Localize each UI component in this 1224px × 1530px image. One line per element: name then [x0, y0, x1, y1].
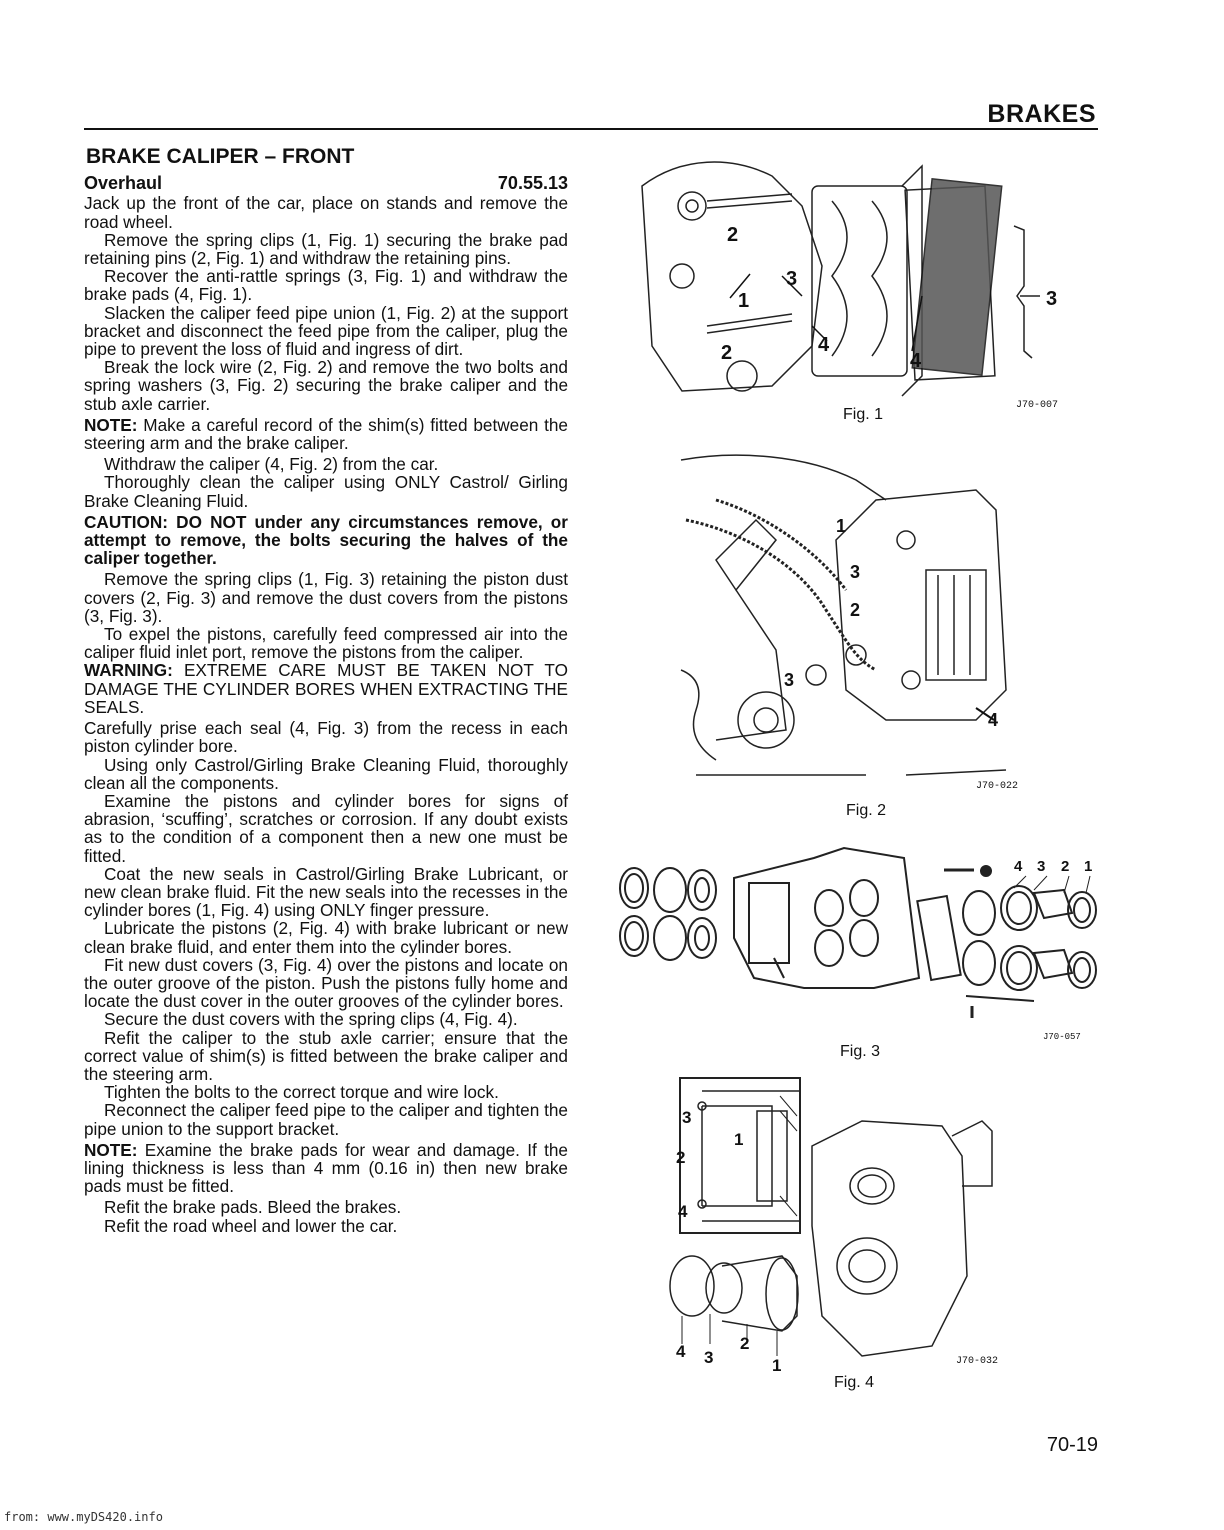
fig4-callout: 1	[734, 1130, 744, 1149]
figure-3-ref: J70-057	[1043, 1032, 1081, 1042]
note-text: Examine the brake pads for wear and damage. If the lining thickness is less than 4 mm (0.16 in) then new brake pads must be fitted.	[84, 1139, 568, 1197]
paragraph: Carefully prise each seal (4, Fig. 3) from the recess in each piston cylinder bore.	[84, 718, 568, 757]
fig3-callout: 4	[1014, 858, 1023, 875]
subtitle: Overhaul	[84, 173, 163, 194]
figure-3-illustration	[614, 838, 1098, 1028]
text-column	[84, 145, 568, 1236]
figure-2-ref: J70-022	[976, 781, 1019, 792]
section-title: BRAKE CALIPER – FRONT	[86, 145, 355, 168]
figure-1-ref: J70-007	[1016, 400, 1059, 411]
figure-2-caption: Fig. 2	[846, 802, 887, 819]
footer-source: from: www.myDS420.info	[4, 1510, 163, 1524]
caution-text: DO NOT under any circumstances remove, or attempt to remove, the bolts securing the halves of the caliper together.	[84, 511, 568, 569]
caution	[84, 513, 568, 568]
fig3-callout: 2	[1061, 858, 1070, 875]
fig2-callout: 4	[988, 710, 999, 730]
warning-text: EXTREME CARE MUST BE TAKEN NOT TO DAMAGE THE CYLINDER BORES WHEN EXTRACTING THE SEALS.	[84, 660, 568, 717]
page-number: 70-19	[1046, 1434, 1098, 1456]
paragraph: Jack up the front of the car, place on stands and remove the road wheel.	[84, 193, 568, 232]
paragraph: Withdraw the caliper (4, Fig. 2) from the car.	[104, 454, 439, 475]
fig1-callout: 4	[818, 334, 830, 356]
paragraph: Thoroughly clean the caliper using ONLY Castrol/ Girling Brake Cleaning Fluid.	[84, 472, 568, 511]
paragraph: Remove the spring clips (1, Fig. 1) securing the brake pad retaining pins (2, Fig. 1) and withdraw the retaining pins.	[84, 229, 568, 269]
fig1-callout: 1	[738, 290, 750, 312]
fig4-callout: 2	[676, 1148, 686, 1167]
operation-code: 70.55.13	[497, 173, 568, 194]
paragraph: To expel the pistons, carefully feed compressed air into the caliper fluid inlet port, remove the pistons from the caliper.	[84, 624, 568, 663]
paragraph: Refit the caliper to the stub axle carrier; ensure that the correct value of shim(s) is fitted between the brake caliper and the steering arm.	[84, 1027, 568, 1084]
fig2-callout: 2	[850, 600, 861, 620]
paragraph: Fit new dust covers (3, Fig. 4) over the pistons and locate on the outer groove of the piston. Push the pistons fully home and locate the dust cover in the outer grooves of the cylinder bores.	[84, 954, 568, 1012]
figure-2-illustration	[676, 440, 1019, 792]
paragraph: Tighten the bolts to the correct torque and wire lock.	[104, 1082, 499, 1103]
header-title: BRAKES	[987, 100, 1096, 128]
figure-1-illustration	[622, 146, 1092, 406]
paragraph: Reconnect the caliper feed pipe to the caliper and tighten the pipe union to the support bracket.	[84, 1100, 568, 1139]
fig4-callout: 3	[682, 1108, 692, 1127]
caution-label: CAUTION:	[84, 511, 169, 532]
paragraph: Break the lock wire (2, Fig. 2) and remove the two bolts and spring washers (3, Fig. 2) securing the brake caliper and the stub axle carrier.	[84, 357, 568, 414]
fig4-callout: 3	[704, 1348, 714, 1367]
fig4-callout: 4	[676, 1342, 686, 1361]
paragraph: Secure the dust covers with the spring clips (4, Fig. 4).	[104, 1009, 518, 1030]
fig4-callout: 1	[772, 1356, 782, 1375]
warning	[84, 661, 568, 716]
fig3-callout: 1	[1084, 858, 1093, 875]
paragraph: Remove the spring clips (1, Fig. 3) retaining the piston dust covers (2, Fig. 3) and remove the dust covers from the pistons (3, Fig. 3).	[84, 569, 568, 626]
fig2-callout: 3	[850, 562, 861, 582]
paragraph: Recover the anti-rattle springs (3, Fig. 1) and withdraw the brake pads (4, Fig. 1).	[84, 266, 568, 305]
note-label: NOTE:	[84, 414, 138, 435]
fig1-callout: 3	[786, 268, 798, 290]
paragraph: Refit the road wheel and lower the car.	[104, 1215, 398, 1236]
warning-label: WARNING:	[84, 660, 173, 681]
fig4-callout: 2	[740, 1334, 750, 1353]
subhead	[84, 174, 568, 192]
figure-4-illustration	[662, 1076, 1006, 1376]
paragraph: Refit the brake pads. Bleed the brakes.	[104, 1197, 402, 1218]
fig2-callout: 1	[836, 516, 847, 536]
note-label: NOTE:	[84, 1139, 138, 1160]
figure-4-ref: J70-032	[956, 1356, 999, 1367]
figure-3-caption: Fig. 3	[840, 1043, 881, 1060]
note	[84, 416, 568, 452]
fig1-callout: 3	[1046, 288, 1058, 310]
header-rule	[84, 128, 1098, 130]
fig1-callout: 2	[727, 224, 739, 246]
paragraph: Examine the pistons and cylinder bores for signs of abrasion, ‘scuffing’, scratches or corrosion. If any doubt exists as to the condition of a component then a new one must be fitted.	[84, 790, 568, 866]
paragraph: Slacken the caliper feed pipe union (1, Fig. 2) at the support bracket and disconnect the feed pipe from the caliper, plug the pipe to prevent the loss of fluid and ingress of dirt.	[84, 302, 568, 360]
note	[84, 1141, 568, 1196]
figure-4-caption: Fig. 4	[834, 1374, 875, 1391]
fig3-callout: 3	[1037, 858, 1046, 875]
paragraph: Using only Castrol/Girling Brake Cleaning Fluid, thoroughly clean all the components.	[84, 754, 568, 793]
figure-1-caption: Fig. 1	[843, 406, 884, 423]
fig1-callout: 2	[721, 342, 733, 364]
fig2-callout: 3	[784, 670, 795, 690]
note-text: Make a careful record of the shim(s) fitted between the steering arm and the brake caliper.	[84, 414, 568, 454]
paragraph: Coat the new seals in Castrol/Girling Brake Lubricant, or new clean brake fluid. Fit the new seals into the recesses in the cylinder bores (1, Fig. 4) using ONLY finger pressure.	[84, 863, 568, 921]
fig4-callout: 4	[678, 1202, 688, 1221]
paragraph: Lubricate the pistons (2, Fig. 4) with brake lubricant or new clean brake fluid, and enter them into the cylinder bores.	[84, 918, 568, 957]
fig1-callout: 4	[910, 350, 922, 372]
